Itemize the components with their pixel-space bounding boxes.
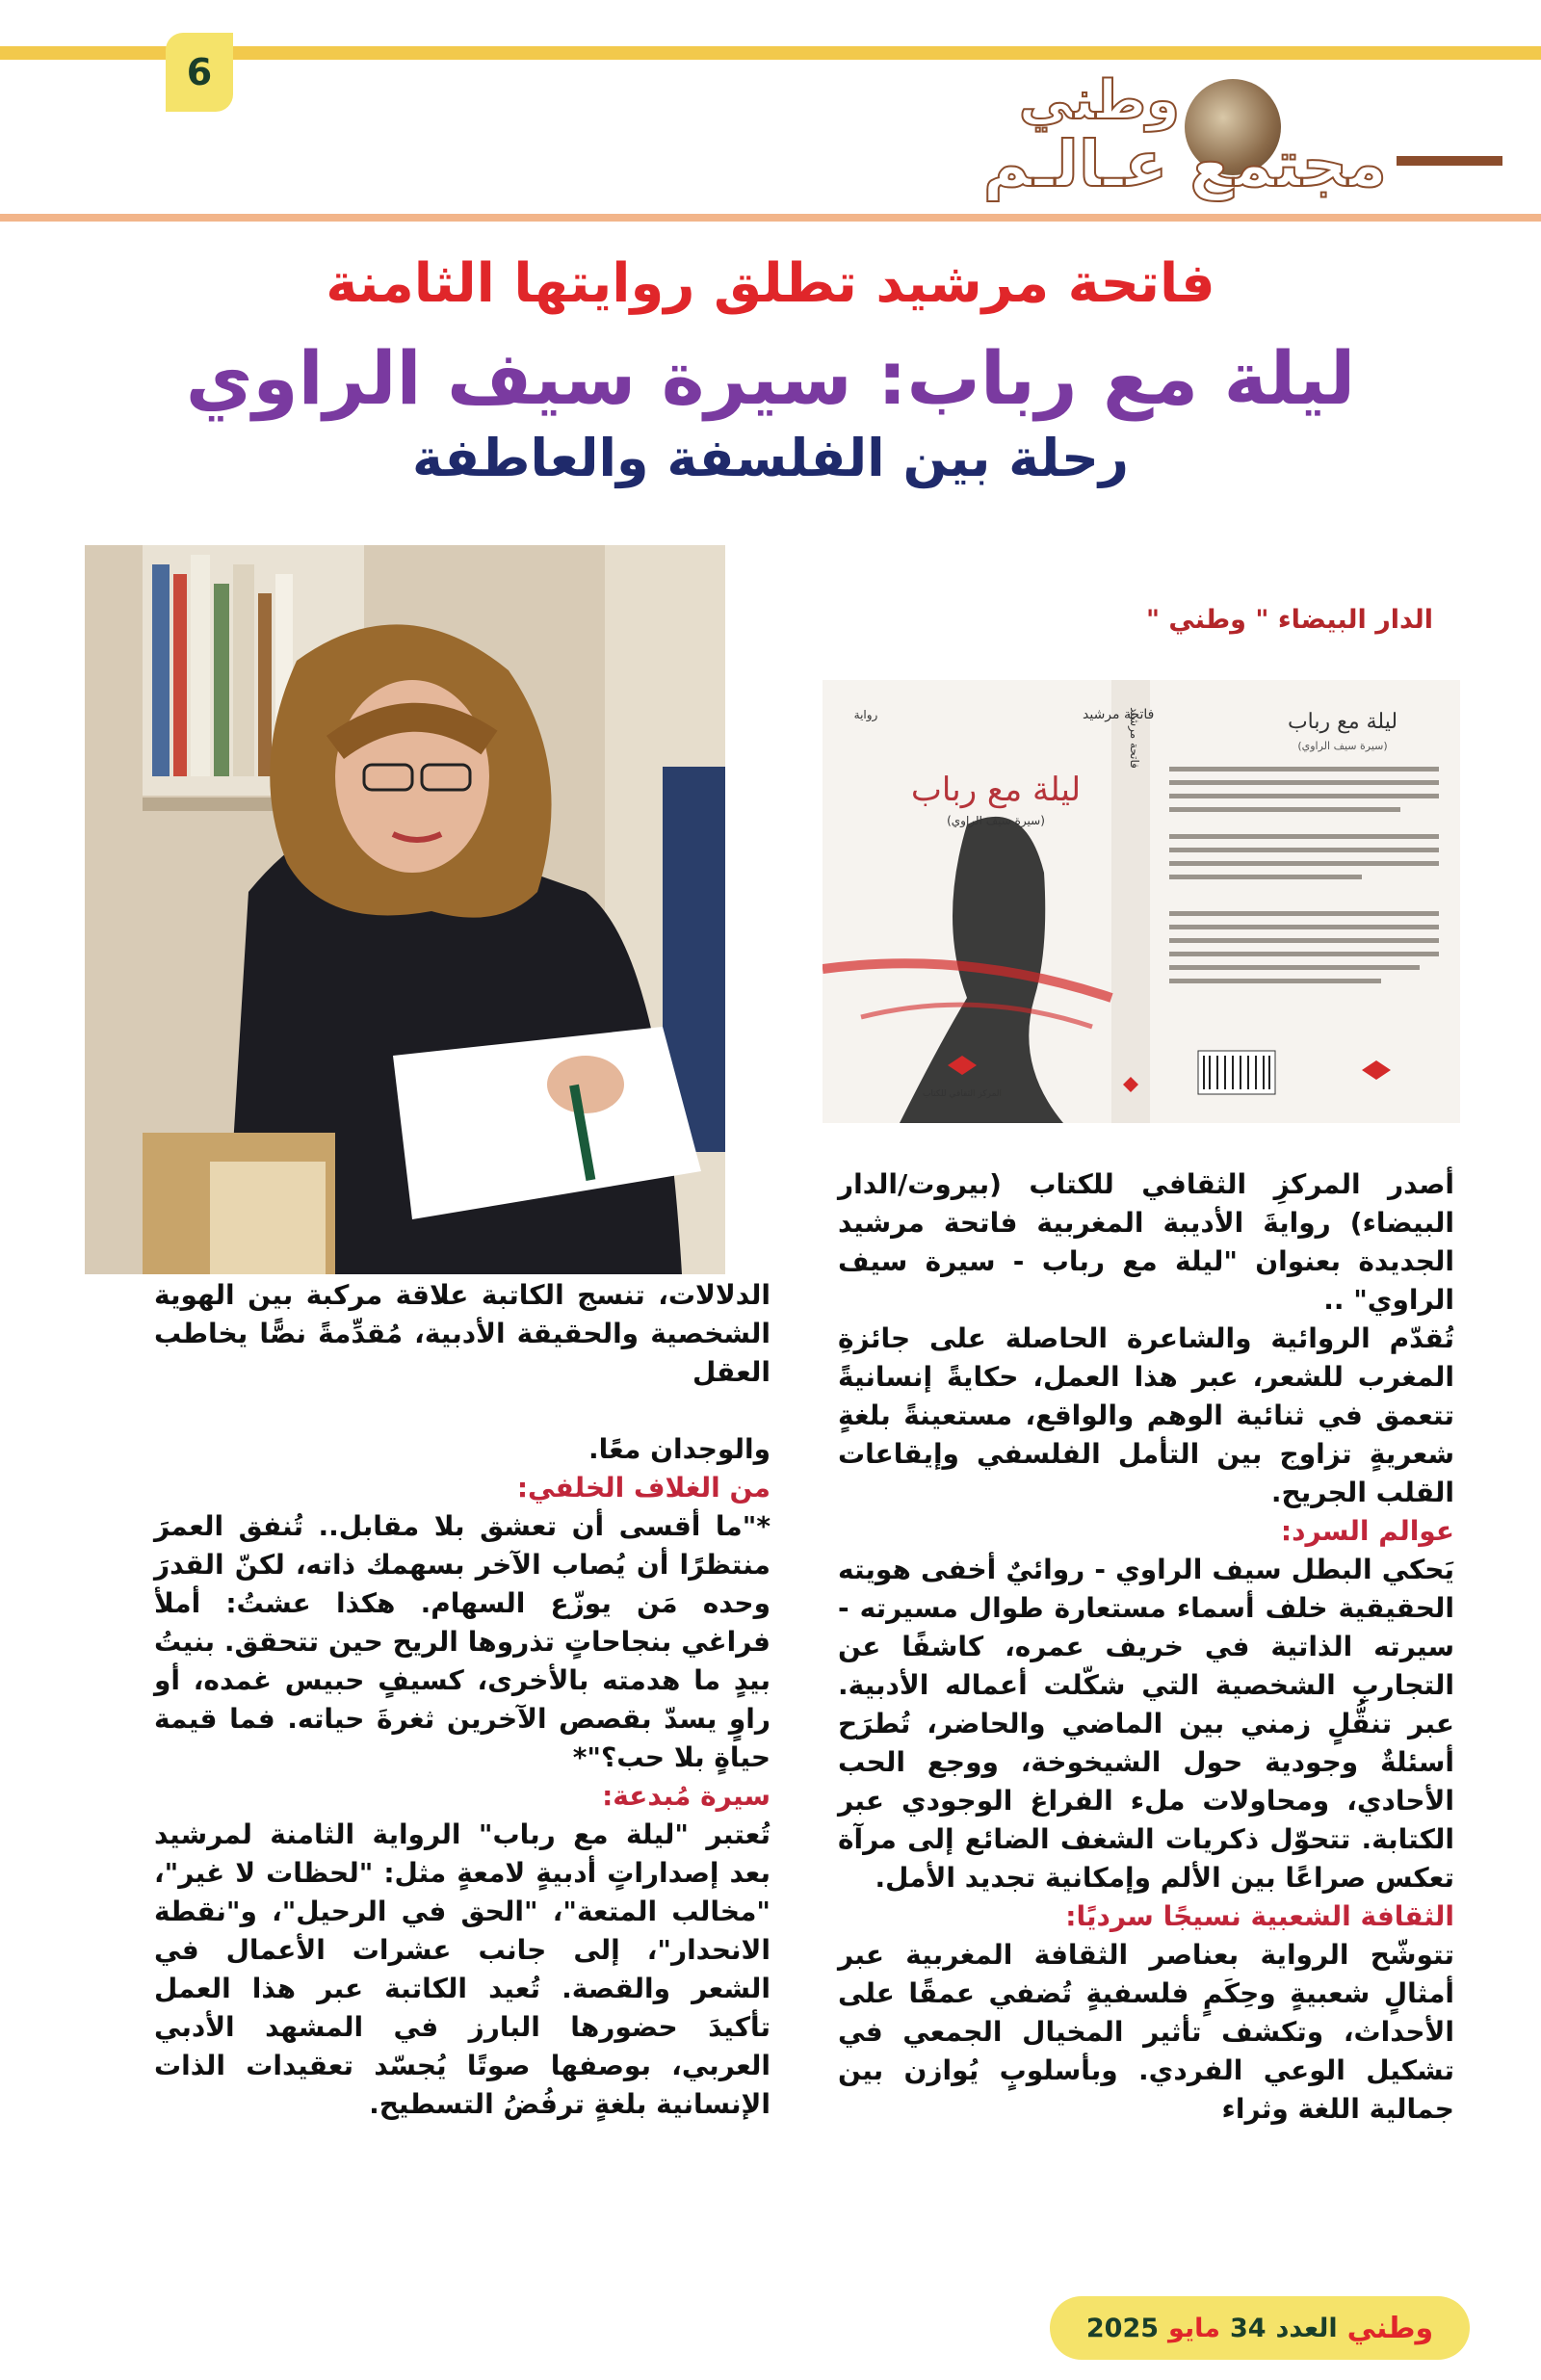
author-photo-illustration — [85, 545, 725, 1274]
article-headline: ليلة مع رباب: سيرة سيف الراوي — [185, 335, 1356, 421]
header-rule — [0, 214, 1541, 222]
article-subhead: رحلة بين الفلسفة والعاطفة — [412, 428, 1129, 488]
body-paragraph: الدلالات، تنسج الكاتبة علاقة مركبة بين الهوية الشخصية والحقيقة الأدبية، مُقدِّمةً نصًّا يخاطب العقل — [154, 1279, 770, 1388]
footer-issue-number: 34 — [1229, 2313, 1267, 2343]
body-paragraph: تُقدّم الروائية والشاعرة الحاصلة على جائزةِ المغرب للشعر، عبر هذا العمل، حكايةً إنسانيةً تتعمق في ثنائية الوهم والواقع، مستعينةً بلغةٍ شعريةٍ تزاوج بين التأمل الفلسفي وإيقاعات القلب الجريح. — [838, 1322, 1454, 1508]
book-cover-art — [823, 680, 1460, 1123]
book-cover — [823, 680, 1460, 1123]
body-paragraph: تتوشّح الرواية بعناصر الثقافة المغربية عبر أمثالٍ شعبيةٍ وحِكَمٍ فلسفيةٍ تُضفي عمقًا على الأحداث، وتكشف تأثير المخيال الجمعي في تشكيل الوعي الفردي. وبأسلوبٍ يُوازن بين جمالية اللغة وثراء — [838, 1939, 1454, 2125]
section-heading: من الغلاف الخلفي: — [516, 1472, 770, 1504]
article-left-column — [154, 1276, 770, 2124]
paragraph-gap — [154, 1392, 770, 1430]
footer-issue-label: العدد — [1275, 2313, 1338, 2343]
logo-bar — [1397, 156, 1502, 166]
body-paragraph: أصدر المركزِ الثقافي للكتاب (بيروت/الدار البيضاء) روايةَ الأديبة المغربية فاتحة مرشيد الجديدة بعنوان "ليلة مع رباب - سيرة سيف الراوي" .. — [838, 1168, 1454, 1316]
cover-back-title: ليلة مع رباب — [1287, 710, 1398, 734]
cover-back-subtitle: (سيرة سيف الراوي) — [1297, 740, 1388, 752]
cover-genre: رواية — [853, 708, 878, 721]
cover-author: فاتحة مرشيد — [1083, 707, 1155, 722]
section-heading: الثقافة الشعبية نسيجًا سرديًا: — [1065, 1900, 1454, 1932]
cover-spine-author: فاتحة مرشيد — [1128, 707, 1141, 769]
section-heading: سيرة مُبدعة: — [602, 1780, 770, 1812]
cover-publisher: المركز الثقافي للكتاب — [922, 1089, 1003, 1099]
cover-subtitle: (سيرة سيف الراوي) — [947, 814, 1045, 827]
body-paragraph: تُعتبر "ليلة مع رباب" الرواية الثامنة لمرشيد بعد إصداراتٍ أدبيةٍ لامعةٍ مثل: "لحظات لا غير"، "مخالب المتعة"، "الحق في الرحيل"، و"نقطة الانحدار"، إلى جانب عشرات الأعمال في الشعر والقصة. تُعيد الكاتبة عبر هذا العمل تأكيدَ حضورها البارز في المشهد الأدبي العربي، بوصفها صوتًا يُجسّد تعقيدات الذات الإنسانية بلغةٍ ترفُضُ التسطيح. — [154, 1818, 770, 2120]
cover-title: ليلة مع رباب — [910, 771, 1082, 809]
logo-top-text: وطني — [1018, 69, 1180, 132]
article-right-column — [838, 1165, 1454, 2129]
body-paragraph: *"ما أقسى أن تعشق بلا مقابل.. تُنفق العمرَ منتظرًا أن يُصاب الآخر بسهمك ذاته، لكنّ القدرَ وحده مَن يوزّع السهام. هكذا عشتُ: أملأ فراغي بنجاحاتٍ تذروها الريح حين تتحقق. بنيتُ بيدٍ ما هدمته بالأخرى، كسيفٍ حبيس غمده، أو راوٍ يسدّ بقصص الآخرين ثغرةَ حياته. فما قيمة حياةٍ بلا حب؟"* — [154, 1510, 770, 1773]
body-paragraph: يَحكي البطل سيف الراوي - روائيٌ أخفى هويته الحقيقية خلف أسماء مستعارة طوال مسيرته - سيرته الذاتية في خريف عمره، كاشفًا عن التجاربِ الشخصية التي شكّلت أعماله الأدبية. عبر تنقُّلٍ زمني بين الماضي والحاضر، تُطرَح أسئلةٌ وجودية حول الشيخوخة، ووجع الحب الأحادي، ومحاولات ملء الفراغ الوجودي عبر الكتابة. تتحوّل ذكريات الشغف الضائع إلى مرآة تعكس صراعًا بين الألم وإمكانية تجديد الأمل. — [838, 1554, 1454, 1894]
issue-footer — [1050, 2296, 1470, 2360]
footer-year: 2025 — [1085, 2313, 1160, 2343]
dateline: الدار البيضاء " وطني " — [1145, 605, 1433, 635]
footer-brand: وطني — [1346, 2311, 1434, 2345]
page-number: 6 — [166, 33, 233, 112]
article-kicker: فاتحة مرشيد تطلق روايتها الثامنة — [326, 252, 1215, 315]
logo-bottom-text: مجتمع عـالـم — [982, 127, 1387, 201]
author-photo — [85, 545, 725, 1274]
body-paragraph: والوجدان معًا. — [588, 1433, 770, 1465]
magazine-logo — [905, 69, 1502, 204]
section-heading: عوالم السرد: — [1280, 1515, 1454, 1547]
footer-month: مايو — [1168, 2313, 1220, 2343]
